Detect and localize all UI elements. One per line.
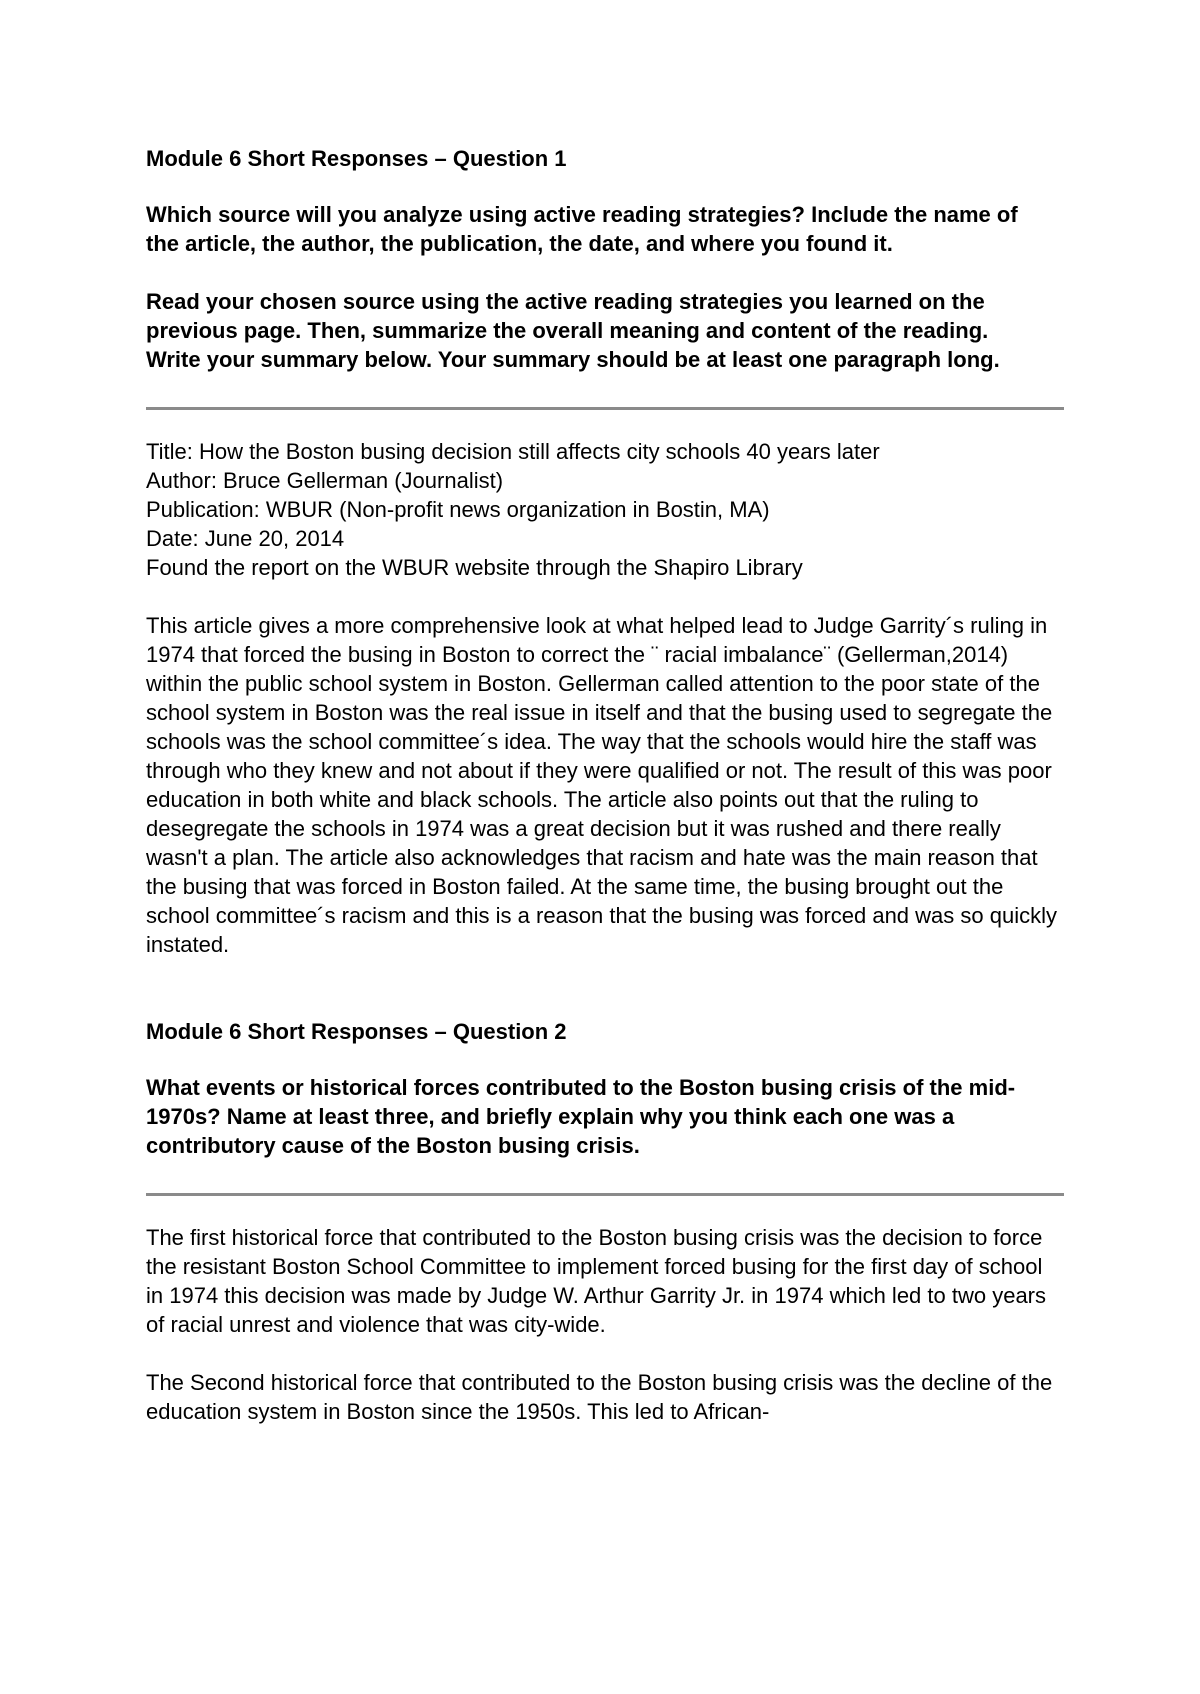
q1-prompt-2: Read your chosen source using the active reading strategies you learned on the previous page. Then, summarize the overall meaning and content of the reading. Write your summary below. Your summary should be at least one paragraph long. (146, 289, 1000, 372)
q1-source-info (146, 437, 1066, 582)
source-location: Found the report on the WBUR website through the Shapiro Library (146, 555, 803, 580)
q2-divider (146, 1193, 1064, 1196)
q2-answer-1: The first historical force that contributed to the Boston busing crisis was the decision to force the resistant Boston School Committee to implement forced busing for the first day of school in 1974 this decision was made by Judge W. Arthur Garrity Jr. in 1974 which led to two years of racial unrest and violence that was city-wide. (146, 1225, 1047, 1337)
document-page (146, 144, 1066, 1426)
q2-prompt: What events or historical forces contributed to the Boston busing crisis of the mid-1970s? Name at least three, and briefly explain why you think each one was a contributory cause of the Boston busing crisis. (146, 1075, 1016, 1158)
q1-prompt-1: Which source will you analyze using active reading strategies? Include the name of the article, the author, the publication, the date, and where you found it. (146, 202, 1018, 256)
q1-summary: This article gives a more comprehensive look at what helped lead to Judge Garrity´s ruling in 1974 that forced the busing in Boston to correct the ¨ racial imbalance¨ (Gellerman,2014) within the public school system in Boston. Gellerman called attention to the poor state of the school system in Boston was the real issue in itself and that the busing used to segregate the schools was the school committee´s idea. The way that the schools would hire the staff was through who they knew and not about if they were qualified or not. The result of this was poor education in both white and black schools. The article also points out that the ruling to desegregate the schools in 1974 was a great decision but it was rushed and there really wasn't a plan. The article also acknowledges that racism and hate was the main reason that the busing that was forced in Boston failed. At the same time, the busing brought out the school committee´s racism and this is a reason that the busing was forced and was so quickly instated. (146, 613, 1057, 957)
q1-heading: Module 6 Short Responses – Question 1 (146, 146, 567, 171)
source-author: Author: Bruce Gellerman (Journalist) (146, 468, 504, 493)
q2-answer-2: The Second historical force that contributed to the Boston busing crisis was the decline of the education system in Boston since the 1950s. This led to African- (146, 1370, 1053, 1424)
q1-divider (146, 407, 1064, 410)
source-title: Title: How the Boston busing decision still affects city schools 40 years later (146, 439, 880, 464)
q2-heading: Module 6 Short Responses – Question 2 (146, 1019, 567, 1044)
source-date: Date: June 20, 2014 (146, 526, 345, 551)
source-publication: Publication: WBUR (Non-profit news organization in Bostin, MA) (146, 497, 770, 522)
